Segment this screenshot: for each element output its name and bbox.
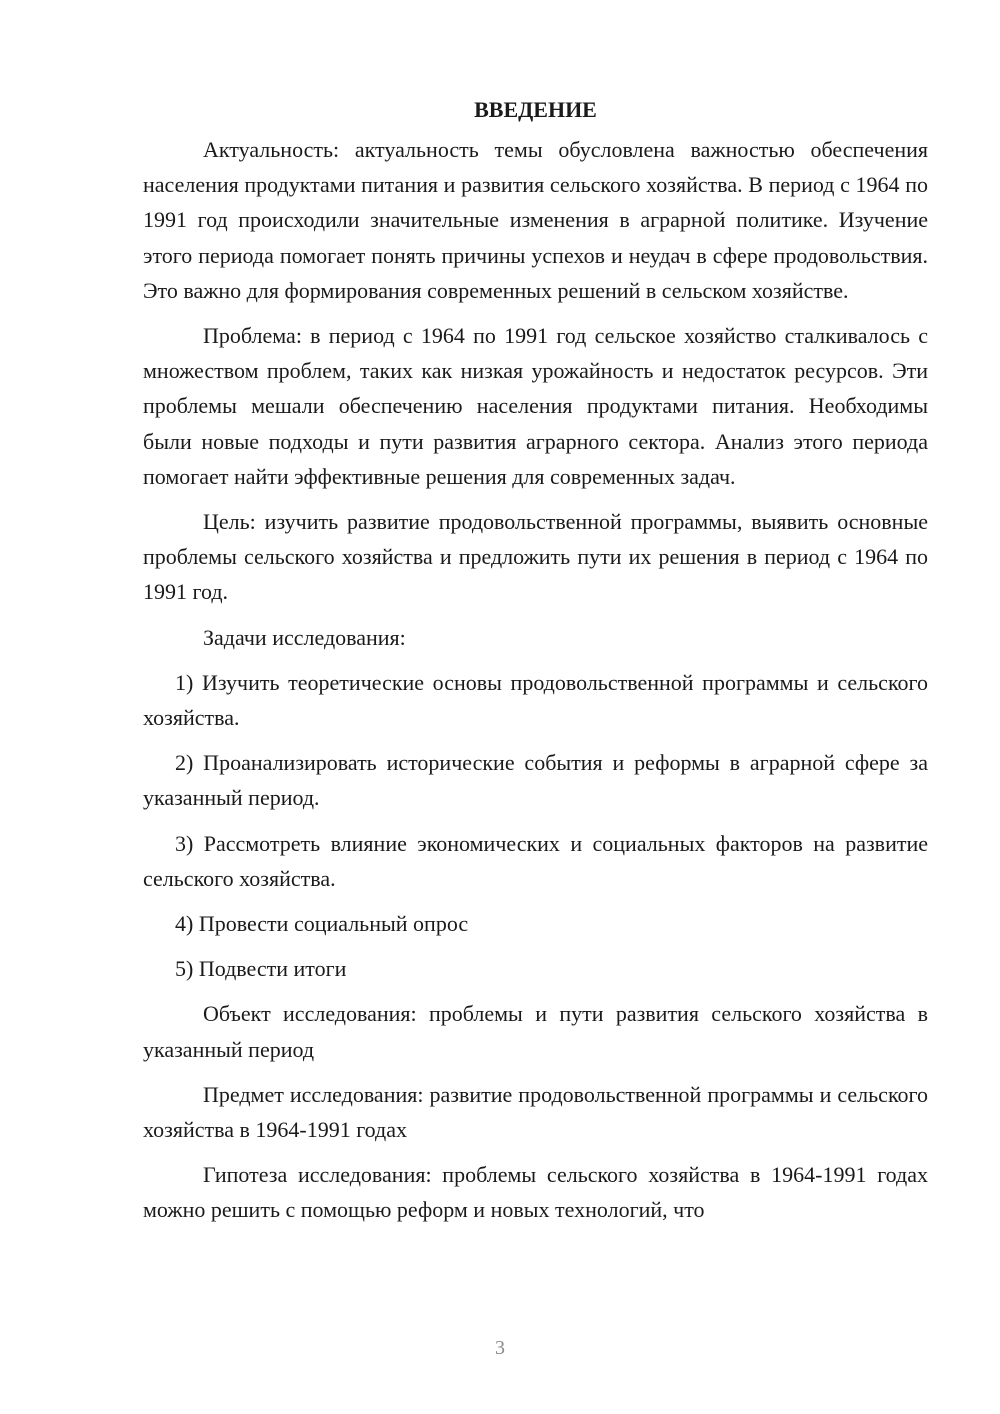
- document-page: [143, 92, 928, 1238]
- paragraph-relevance: Актуальность: актуальность темы обусловлена важностью обеспечения населения продуктами питания и развития сельского хозяйства. В период с 1964 по 1991 год происходили значительные изменения в аграрной политике. Изучение этого периода помогает понять причины успехов и неудач в сфере продовольствия. Это важно для формирования современных решений в сельском хозяйстве.: [143, 137, 928, 303]
- paragraph-tasks-heading: Задачи исследования:: [203, 624, 406, 650]
- paragraph-object: Объект исследования: проблемы и пути развития сельского хозяйства в указанный период: [143, 1001, 928, 1062]
- paragraph-problem: Проблема: в период с 1964 по 1991 год сельское хозяйство сталкивалось с множеством проблем, таких как низкая урожайность и недостаток ресурсов. Эти проблемы мешали обеспечению населения продуктами питания. Необходимы были новые подходы и пути развития аграрного сектора. Анализ этого периода помогает найти эффективные решения для современных задач.: [143, 323, 928, 489]
- page-title: ВВЕДЕНИЕ: [474, 97, 597, 122]
- task-item: 4) Провести социальный опрос: [175, 911, 469, 937]
- page-number: 3: [495, 1337, 505, 1359]
- paragraph-subject: Предмет исследования: развитие продовольственной программы и сельского хозяйства в 1964-1991 годах: [143, 1081, 928, 1143]
- task-item: 1) Изучить теоретические основы продовольственной программы и сельского хозяйства.: [143, 669, 928, 731]
- task-item: 2) Проанализировать исторические события и реформы в аграрной сфере за указанный период.: [143, 750, 928, 811]
- task-item: 5) Подвести итоги: [175, 956, 347, 982]
- paragraph-goal: Цель: изучить развитие продовольственной программы, выявить основные проблемы сельского хозяйства и предложить пути их решения в период с 1964 по 1991 год.: [143, 509, 928, 605]
- paragraph-hypothesis: Гипотеза исследования: проблемы сельского хозяйства в 1964-1991 годах можно решить с помощью реформ и новых технологий, что: [143, 1162, 928, 1223]
- task-item: 3) Рассмотреть влияние экономических и социальных факторов на развитие сельского хозяйства.: [143, 830, 928, 891]
